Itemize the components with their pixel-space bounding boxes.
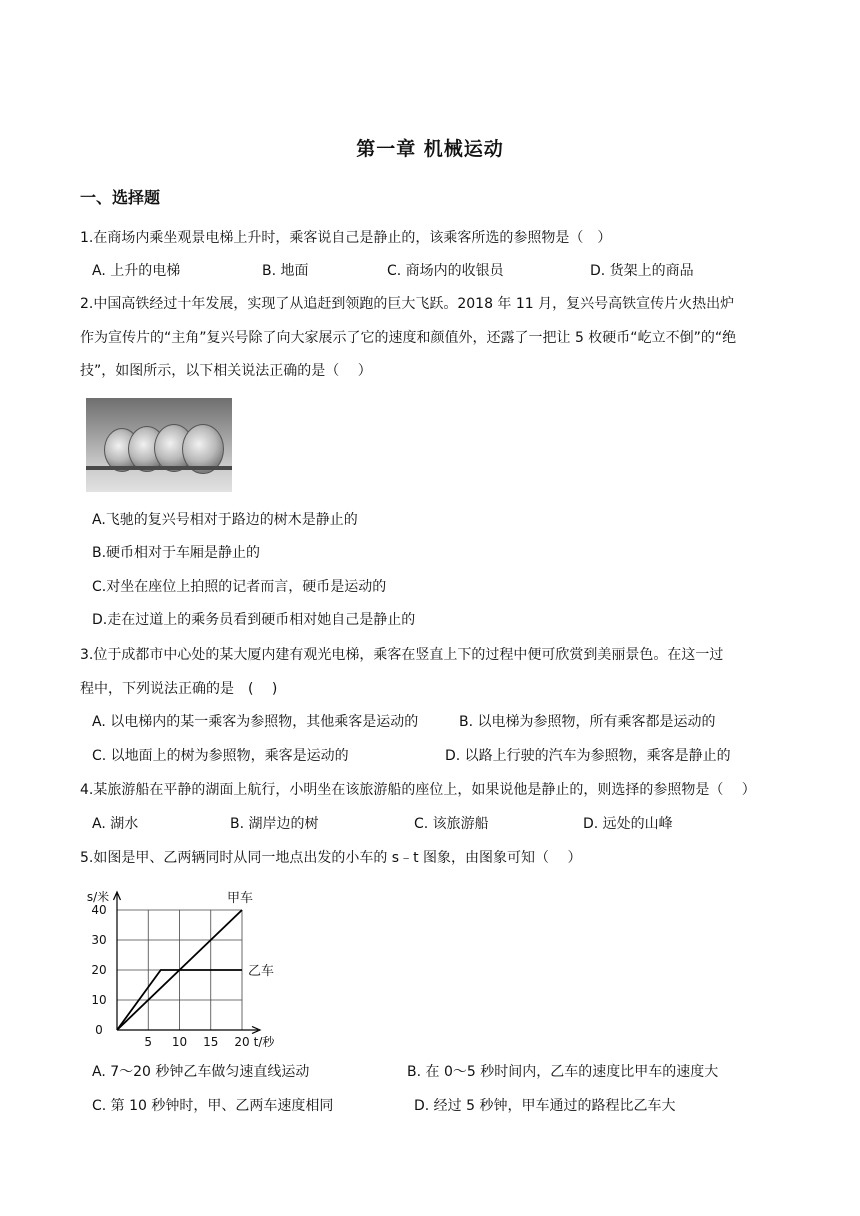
question-1-text: 1.在商场内乘坐观景电梯上升时，乘客说自己是静止的，该乘客所选的参照物是（ ） <box>80 230 612 246</box>
question-2-line-1: 2.中国高铁经过十年发展，实现了从追赶到领跑的巨大飞跃。2018 年 11 月，复兴号高铁宣传片火热出炉 <box>80 296 735 312</box>
q1-option-b[interactable]: B. 地面 <box>262 263 309 279</box>
q5-option-c[interactable]: C. 第 10 秒钟时，甲、乙两车速度相同 <box>92 1098 334 1114</box>
question-3-line-2: 程中，下列说法正确的是 ( ) <box>80 681 278 697</box>
q5-option-a[interactable]: A. 7～20 秒钟乙车做匀速直线运动 <box>92 1064 310 1080</box>
q2-option-c[interactable]: C.对坐在座位上拍照的记者而言，硬币是运动的 <box>92 579 387 595</box>
y-tick-label: 20 <box>91 963 107 977</box>
y-axis-label: s/米 <box>86 890 110 904</box>
x-axis-label: t/秒 <box>253 1035 275 1047</box>
series-label-1: 甲车 <box>226 891 254 906</box>
x-tick-label: 10 <box>171 1035 188 1047</box>
coins-photo <box>86 398 232 492</box>
question-2-line-3: 技”，如图所示，以下相关说法正确的是（ ） <box>80 363 372 379</box>
page-title: 第一章 机械运动 <box>356 138 504 160</box>
question-4-text: 4.某旅游船在平静的湖面上航行，小明坐在该旅游船的座位上，如果说他是静止的，则选择的参照物是（ ） <box>80 782 756 798</box>
q3-option-a[interactable]: A. 以电梯内的某一乘客为参照物，其他乘客是运动的 <box>92 714 419 730</box>
question-3-line-1: 3.位于成都市中心处的某大厦内建有观光电梯，乘客在竖直上下的过程中便可欣赏到美丽景色。在这一过 <box>80 647 724 663</box>
y-tick-label: 40 <box>91 903 107 917</box>
q3-option-c[interactable]: C. 以地面上的树为参照物，乘客是运动的 <box>92 748 349 764</box>
q4-option-a[interactable]: A. 湖水 <box>92 816 139 832</box>
q5-option-d[interactable]: D. 经过 5 秒钟，甲车通过的路程比乙车大 <box>414 1098 676 1114</box>
s-t-graph <box>80 862 290 1047</box>
q2-option-a[interactable]: A.飞驰的复兴号相对于路边的树木是静止的 <box>92 512 358 528</box>
q3-option-b[interactable]: B. 以电梯为参照物，所有乘客都是运动的 <box>459 714 716 730</box>
y-tick-label: 0 <box>95 1023 103 1037</box>
section-heading: 一、选择题 <box>80 188 161 207</box>
question-2-line-2: 作为宣传片的“主角”复兴号除了向大家展示了它的速度和颜值外，还露了一把让 5 枚硬币“屹立不倒”的“绝 <box>80 330 737 346</box>
x-tick-label: 20 <box>234 1035 250 1047</box>
question-5-text: 5.如图是甲、乙两辆同时从同一地点出发的小车的 s﹣t 图象，由图象可知（ ） <box>80 850 582 866</box>
y-tick-label: 10 <box>91 993 107 1007</box>
q4-option-b[interactable]: B. 湖岸边的树 <box>230 816 319 832</box>
q2-option-b[interactable]: B.硬币相对于车厢是静止的 <box>92 545 261 561</box>
q5-option-b[interactable]: B. 在 0～5 秒时间内，乙车的速度比甲车的速度大 <box>407 1064 719 1080</box>
y-tick-label: 30 <box>91 933 107 947</box>
q1-option-a[interactable]: A. 上升的电梯 <box>92 263 181 279</box>
x-tick-label: 15 <box>203 1035 219 1047</box>
q1-option-d[interactable]: D. 货架上的商品 <box>590 263 694 279</box>
q3-option-d[interactable]: D. 以路上行驶的汽车为参照物，乘客是静止的 <box>445 748 731 764</box>
x-tick-label: 5 <box>144 1035 153 1047</box>
q4-option-d[interactable]: D. 远处的山峰 <box>583 816 673 832</box>
q1-option-c[interactable]: C. 商场内的收银员 <box>387 263 504 279</box>
q2-option-d[interactable]: D.走在过道上的乘务员看到硬币相对她自己是静止的 <box>92 612 416 628</box>
q4-option-c[interactable]: C. 该旅游船 <box>414 816 489 832</box>
series-label-2: 乙车 <box>248 964 275 979</box>
